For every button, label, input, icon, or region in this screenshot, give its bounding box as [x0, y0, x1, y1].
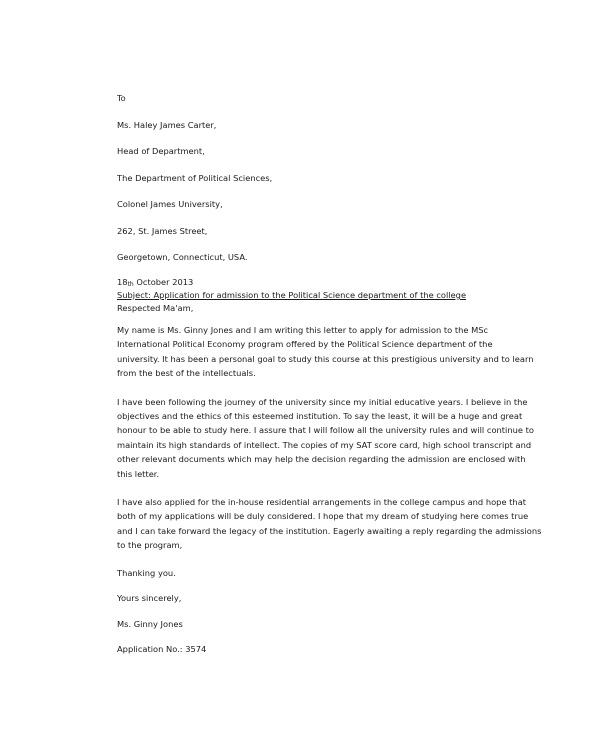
date-day: 18 [117, 277, 128, 287]
application-number: Application No.: 3574 [117, 644, 207, 655]
salutation: Respected Ma'am, [117, 303, 194, 313]
paragraph-line: and I can take forward the legacy of the institution. Eagerly awaiting a reply regarding the admissions [117, 525, 542, 536]
date-rest: October 2013 [133, 277, 194, 287]
paragraph-line: this letter. [117, 468, 160, 479]
paragraph-line: I have been following the journey of the university since my initial educative years. I believe in the [117, 396, 528, 407]
letter-date [117, 277, 517, 289]
signoff-line: Yours sincerely, [117, 593, 182, 604]
thanking-line: Thanking you. [117, 567, 176, 578]
recipient-name: Ms. Haley James Carter, [117, 119, 217, 130]
paragraph-line: International Political Economy program offered by the Political Science department of the [117, 339, 493, 350]
recipient-city: Georgetown, Connecticut, USA. [117, 252, 248, 262]
paragraph-2 [117, 395, 534, 481]
paragraph-line: university. It has been a personal goal to study this course at this prestigious university and to learn [117, 353, 534, 364]
paragraph-line: I have also applied for the in-house residential arrangements in the college campus and hope that [117, 497, 527, 508]
paragraph-line: My name is Ms. Ginny Jones and I am writing this letter to apply for admission to the MSc [117, 325, 489, 335]
paragraph-line: both of my applications will be duly considered. I hope that my dream of studying here comes true [117, 511, 529, 522]
paragraph-line: to the program, [117, 540, 183, 551]
to-line: To [117, 93, 126, 103]
letter-body [117, 93, 542, 655]
paragraph-line: from the best of the intellectuals. [117, 368, 256, 379]
recipient-street: 262, St. James Street, [117, 225, 208, 236]
paragraph-line: honour to be able to study here. I assure that I will follow all the university rules and will continue to [117, 425, 534, 436]
date-suffix: th [127, 280, 134, 288]
paragraph-line: objectives and the ethics of this esteemed institution. To say the least, it will be a huge and great [117, 411, 523, 422]
recipient-department: The Department of Political Sciences, [117, 172, 273, 183]
recipient-university: Colonel James University, [117, 199, 223, 209]
paragraph-line: other relevant documents which may help the decision regarding the admission are enclosed with [117, 454, 526, 465]
paragraph-line: maintain its high standards of intellect. The copies of my SAT score card, high school transcript and [117, 439, 532, 450]
paragraph-1 [117, 323, 534, 381]
sender-name: Ms. Ginny Jones [117, 618, 183, 629]
recipient-title: Head of Department, [117, 146, 205, 156]
paragraph-3 [117, 495, 542, 553]
subject-line: Subject: Application for admission to the Political Science department of the college [117, 290, 467, 300]
